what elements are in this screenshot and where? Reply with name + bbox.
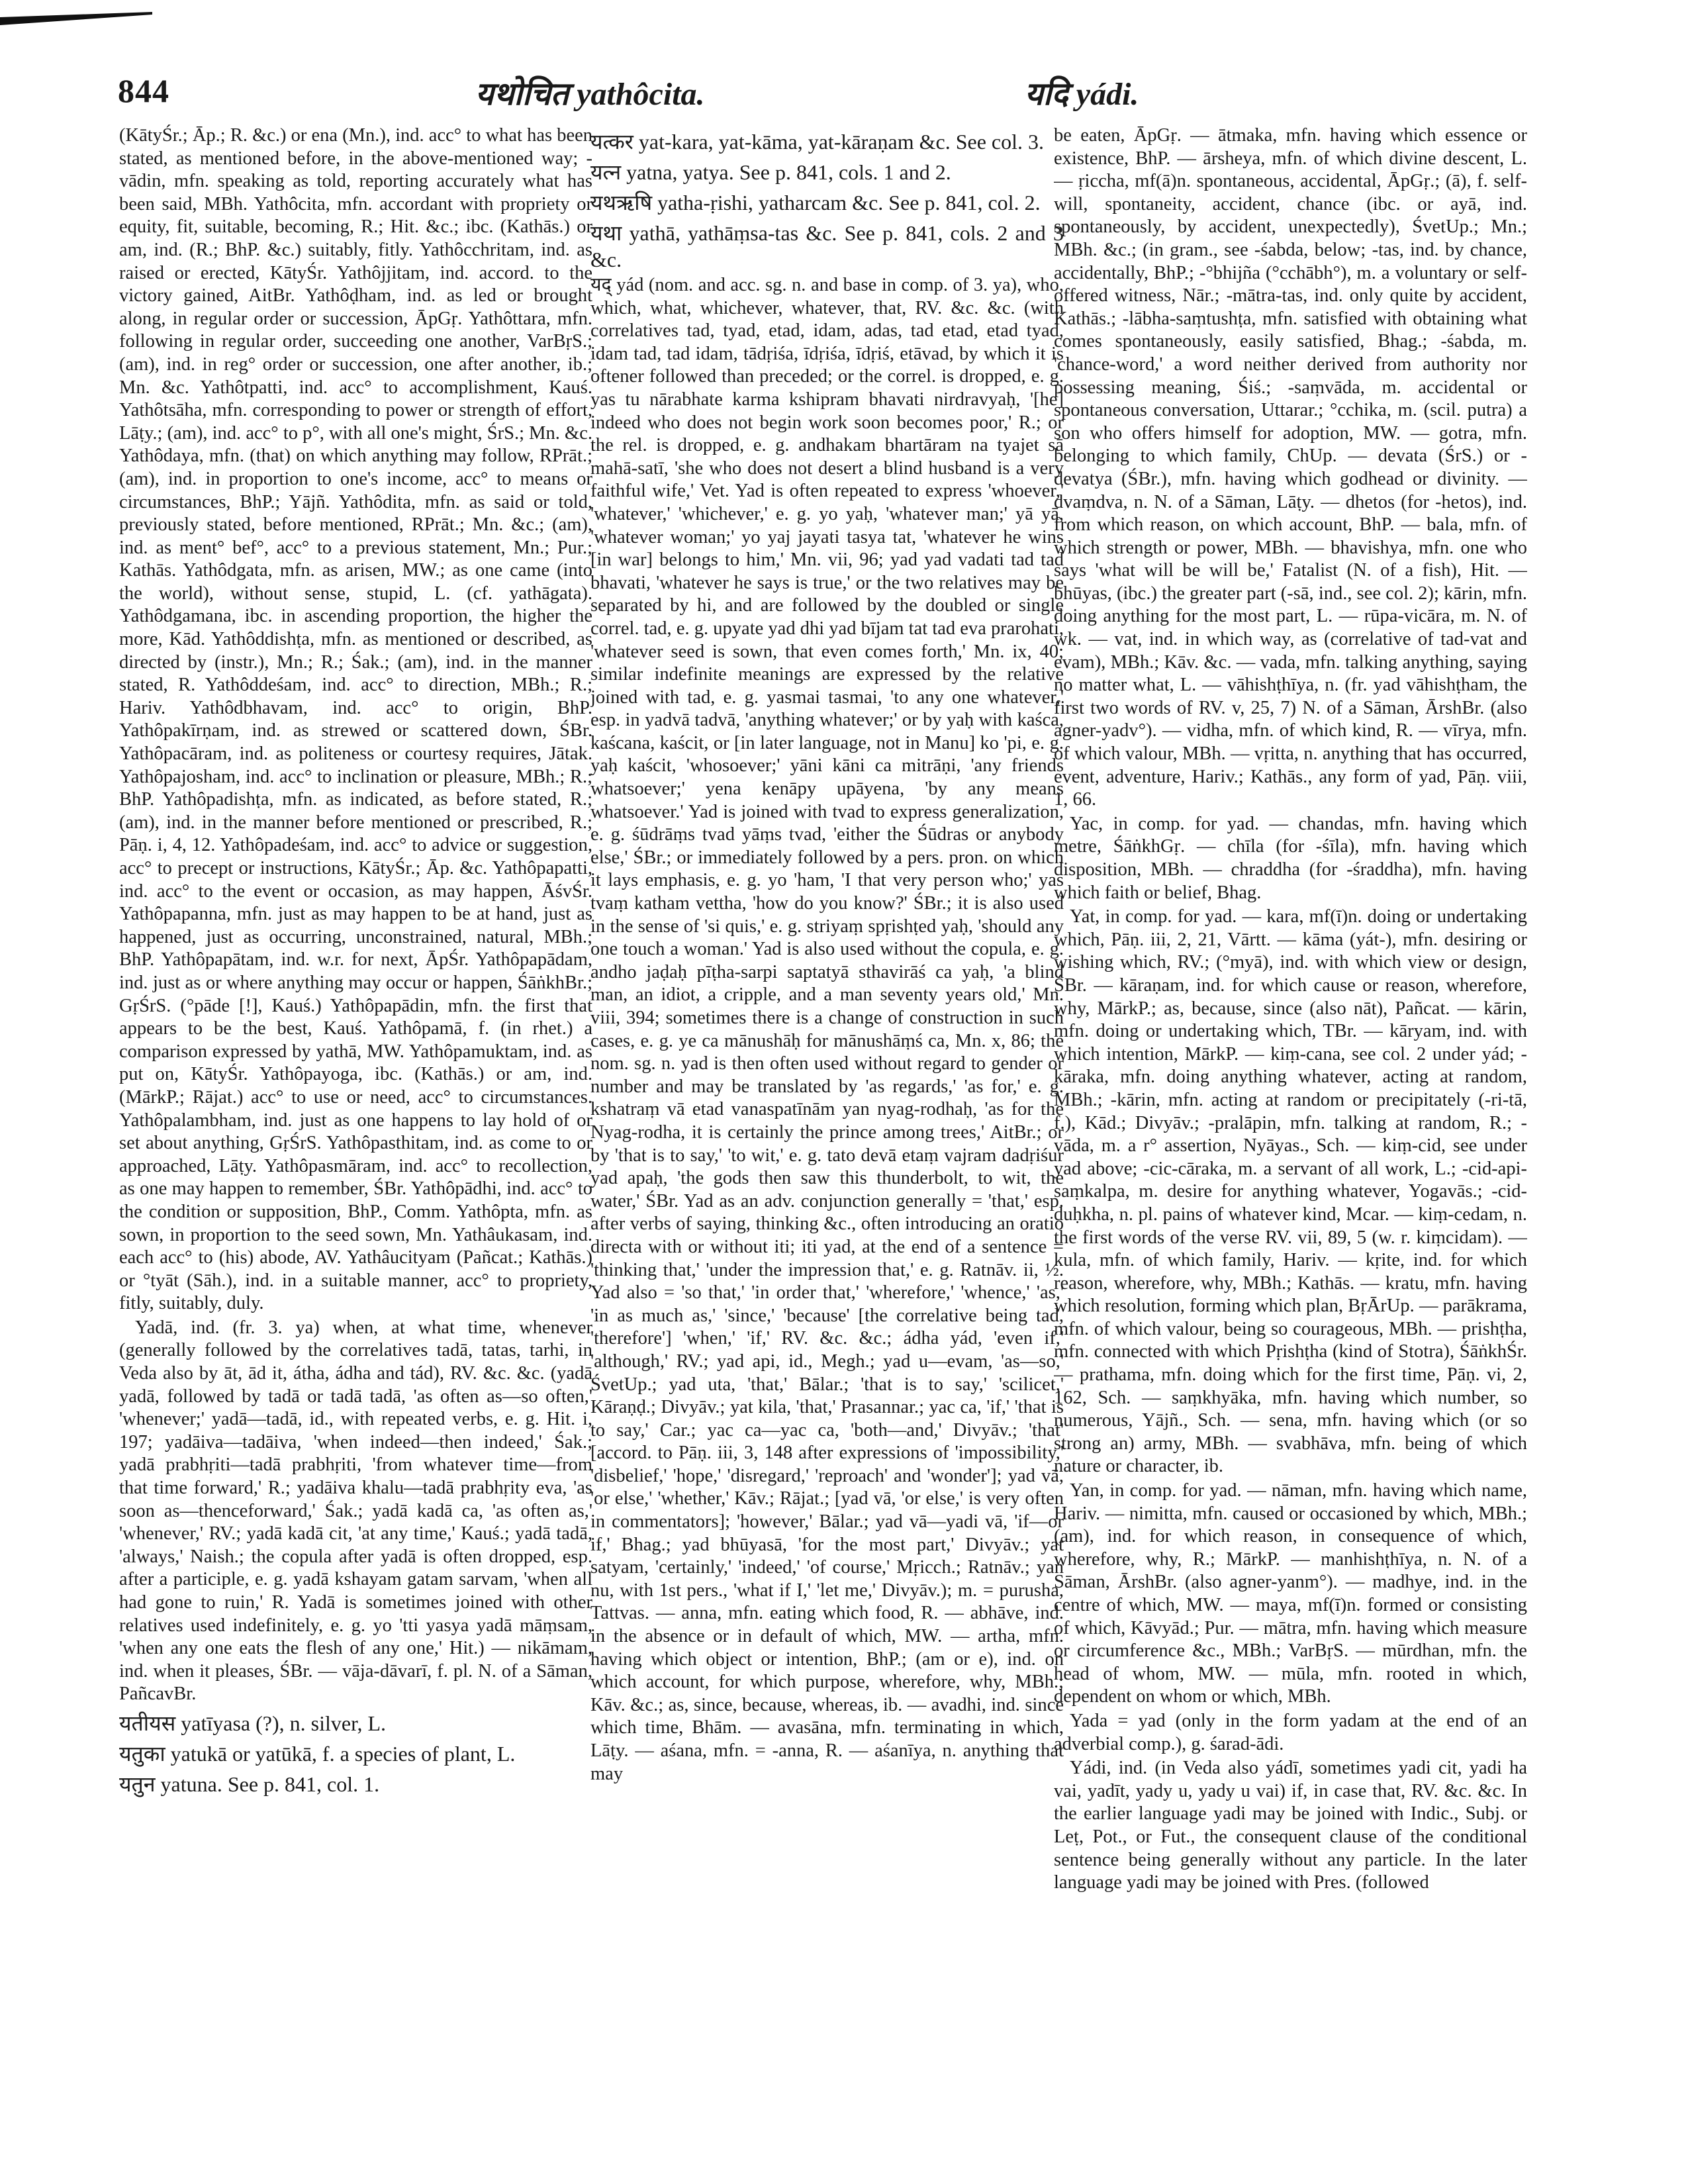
page-header [118, 71, 1594, 118]
dictionary-column-3 [1054, 124, 1527, 2163]
entry-paragraph: यथा yathā, yathāṃsa-tas &c. See p. 841, cols. 2 and 3 &c. [590, 221, 1064, 271]
entry-paragraph: (KātyŚr.; Āp.; R. &c.) or ena (Mn.), ind. acc° to what has been stated, as mentioned before, in the above-mentioned way; -vādin, mfn. speaking as told, reporting accurately what has been said, MBh. Yathôcita, mfn. accordant with propriety or equity, fit, suitable, becoming, R.; Hit. &c.; ibc. (Kathās.) or am, ind. (R.; BhP. &c.) suitably, fitly. Yathôcchritam, ind. as raised or erected, KātyŚr. Yathôjjitam, ind. accord. to the victory gained, AitBr. Yathôḍham, ind. as led or brought along, in regular order or succession, ĀpGṛ. Yathôttara, mfn. following in regular order, succeeding one another, VarBṛS.; (am), ind. in reg° order or succession, one after another, ib.; Mn. &c. Yathôtpatti, ind. acc° to accomplishment, Kauś. Yathôtsāha, mfn. corresponding to power or strength of effort, Lāṭy.; (am), ind. acc° to p°, with all one's might, ŚrS.; Mn. &c. Yathôdaya, mfn. (that) on which anything may follow, RPrāt.; (am), ind. in proportion to one's income, acc° to means or circumstances, BhP.; Yājñ. Yathôdita, mfn. as said or told, previously stated, before mentioned, RPrāt.; Mn. &c.; (am), ind. as ment° bef°, acc° to a previous statement, Mn.; Pur.; Kathās. Yathôdgata, mfn. as arisen, MW.; as one came (into the world), without sense, stupid, L. (cf. yathāgata). Yathôdgamana, ibc. in ascending proportion, the higher the more, Kād. Yathôddishṭa, mfn. as mentioned or described, as directed by (instr.), Mn.; R.; Śak.; (am), ind. in the manner stated, R. Yathôddeśam, ind. acc° to direction, MBh.; R.; Hariv. Yathôdbhavam, ind. acc° to origin, BhP. Yathôpakīrṇam, ind. as strewed or scattered down, ŚBr. Yathôpacāram, ind. as politeness or courtesy requires, Jātak. Yathôpajosham, ind. acc° to inclination or pleasure, MBh.; R.; BhP. Yathôpadishṭa, mfn. as indicated, as before stated, R.; (am), ind. in the manner before mentioned or prescribed, R.; Pāṇ. i, 4, 12. Yathôpadeśam, ind. acc° to advice or suggestion, acc° to precept or instructions, KātyŚr.; Āp. &c. Yathôpapatti, ind. acc° to the event or occasion, as may happen, ĀśvŚr. Yathôpapanna, mfn. just as may happen to be at hand, just as happened, just as occurring, unconstrained, natural, MBh.; BhP. Yathôpapātam, ind. w.r. for next, ĀpŚr. Yathôpapādam, ind. just as or where anything may occur or happen, ŚāṅkhBr.; GṛŚrS. (°pāde [!], Kauś.) Yathôpapādin, mfn. the first that appears to be the best, Kauś. Yathôpamā, f. (in rhet.) a comparison expressed by yathā, MW. Yathôpamuktam, ind. as put on, KātyŚr. Yathôpayoga, ibc. (Kathās.) or am, ind. (MārkP.; Rājat.) acc° to use or need, acc° to circumstances. Yathôpalambham, ind. just as one happens to lay hold of or set about anything, GṛŚrS. Yathôpasthitam, ind. as come to or approached, Lāṭy. Yathôpasmāram, ind. acc° to recollection, as one may happen to remember, ŚBr. Yathôpādhi, ind. acc° to the condition or supposition, BhP., Comm. Yathôpta, mfn. as sown, in proportion to the seed sown, Mn. Yathâukasam, ind. each acc° to (his) abode, AV. Yathâucityam (Pañcat.; Kathās.) or °tyāt (Sāh.), ind. in a suitable manner, acc° to propriety, fitly, suitably, duly. [119, 125, 592, 1314]
scan-mark-line [0, 12, 152, 29]
entry-paragraph: Yat, in comp. for yad. — kara, mf(ī)n. doing or undertaking which, Pāṇ. iii, 2, 21, Vārtt. — kāma (yát-), mfn. desiring or wishing which, RV.; (°myā), ind. with which view or design, ŚBr. — kāraṇam, ind. for which cause or reason, wherefore, why, MārkP.; as, because, since (also nāt), Pañcat. — kārin, mfn. doing or undertaking which, TBr. — kāryam, ind. with which intention, MārkP. — kiṃ-cana, see col. 2 under yád; -kāraka, mfn. doing anything whatever, acting at random, MBh.; -kārin, mfn. acting at random or precipitately (-ri-tā, f.), Kād.; Divyāv.; -pralāpin, mfn. talking at random, R.; -vāda, m. a r° assertion, Nyāyas., Sch. — kiṃ-cid, see under yad above; -cic-cāraka, m. a servant of all work, L.; -cid-api-saṃkalpa, m. desire for anything whatever, Yogavās.; -cid-duḥkha, n. pl. pains of whatever kind, Mcar. — kiṃ-cedam, n. the first words of the verse RV. vii, 89, 5 (w. r. kiṃcidam). — kula, mfn. of which family, Hariv. — kṛite, ind. for which reason, wherefore, why, MBh.; Kathās. — kratu, mfn. having which resolution, forming which plan, BṛĀrUp. — parākrama, mfn. of which valour, being so courageous, MBh. — prishṭha, mfn. connected with which Pṛishṭha (kind of Stotra), ŚāṅkhŚr. — prathama, mfn. doing which for the first time, Pāṇ. vi, 2, 162, Sch. — saṃkhyāka, mfn. having which number, so numerous, Yājñ., Sch. — sena, mfn. having which (or so strong an) army, MBh. — svabhāva, mfn. being of which nature or character, ib. [1054, 906, 1527, 1477]
entry-paragraph: यतुका yatukā or yatūkā, f. a species of plant, L. [119, 1741, 516, 1766]
entry-paragraph: Yac, in comp. for yad. — chandas, mfn. having which metre, ŚāṅkhGṛ. — chīla (for -śīla), mfn. having which disposition, MBh. — chraddha (for -śraddha), mfn. having which faith or belief, Bhag. [1054, 813, 1527, 903]
page-number: 844 [118, 72, 169, 109]
entry-paragraph: यद् yád (nom. and acc. sg. n. and base in comp. of 3. ya), who, which, what, whichever, whatever, that, RV. &c. &c. (with correlatives tad, tyad, etad, idam, adas, tad etad, etad tyad, idam tad, tad idam, tādṛiśa, īdṛiśa, īdṛiś, etāvad, by which it is oftener followed than preceded; or the correl. is dropped, e. g. yas tu nārabhate karma kshipram bhavati nirdravyaḥ, '[he] indeed who does not begin work soon becomes poor,' R.; or the rel. is dropped, e. g. andhakam bhartāram na tyajet sā mahā-satī, 'she who does not desert a blind husband is a very faithful wife,' Vet. Yad is often repeated to express 'whoever,' 'whatever,' 'whichever,' e. g. yo yaḥ, 'whatever man;' yā yā, 'whatever woman;' yo yaj jayati tasya tat, 'whatever he wins [in war] belongs to him,' Mn. vii, 96; yad yad vadati tad tad bhavati, 'whatever he says is true,' or the two relatives may be separated by hi, and are followed by the doubled or single correl. tad, e. g. upyate yad dhi yad bījam tat tad eva prarohati, 'whatever seed is sown, that even comes forth,' Mn. ix, 40; similar indefinite meanings are expressed by the relative joined with tad, e. g. yasmai tasmai, 'to any one whatever,' esp. in yadvā tadvā, 'anything whatever;' or by yaḥ with kaśca, kaścana, kaścit, or [in later language, not in Manu] ko 'pi, e. g. yaḥ kaścit, 'whosoever;' yāni kāni ca mitrāṇi, 'any friends whatsoever;' yena kenāpy upāyena, 'by any means whatsoever.' Yad is joined with tvad to express generalization, e. g. śūdrāṃs tvad yāṃs tvad, 'either the Śūdras or anybody else,' ŚBr.; or immediately followed by a pers. pron. on which it lays emphasis, e. g. yo 'ham, 'I that very person who;' yas tvaṃ katham vettha, 'how do you know?' ŚBr.; it is also used in the sense of 'si quis,' e. g. striyaṃ spṛishṭed yaḥ, 'should any one touch a woman.' Yad is also used without the copula, e. g. andho jaḍaḥ pīṭha-sarpi saptatyā sthavirāś ca yaḥ, 'a blind man, an idiot, a cripple, and a man seventy years old,' Mn. viii, 394; sometimes there is a change of construction in such cases, e. g. ye ca mānushāḥ for mānushāṃś ca, Mn. x, 86; the nom. sg. n. yad is then often used without regard to gender or number and may be translated by 'as regards,' 'as for,' e. g. kshatraṃ vā etad vanaspatīnām yan nyag-rodhaḥ, 'as for the Nyag-rodha, it is certainly the prince among trees,' AitBr.; or by 'that is to say,' 'to wit,' e. g. tato devā etaṃ vajram dadṛiśur yad apaḥ, 'the gods then saw this thunderbolt, to wit, the water,' ŚBr. Yad as an adv. conjunction generally = 'that,' esp. after verbs of saying, thinking &c., often introducing an oratio directa with or without iti; iti yad, at the end of a sentence = 'thinking that,' 'under the impression that,' e. g. Ratnāv. ii, ½. Yad also = 'so that,' 'in order that,' 'wherefore,' 'whence,' 'as,' 'in as much as,' 'since,' 'because' [the correlative being tad, 'therefore'] 'when,' 'if,' RV. &c. &c.; ádha yád, 'even if,' 'although,' RV.; yad api, id., Megh.; yad u—evam, 'as—so,' ŚvetUp.; yad uta, 'that,' Bālar.; 'that is to say,' 'scilicet,' Kāraṇḍ.; Divyāv.; yat kila, 'that,' Prasannar.; yac ca, 'if,' 'that is to say,' Car.; yac ca—yac ca, 'both—and,' Divyāv.; 'that' [accord. to Pāṇ. iii, 3, 148 after expressions of 'impossibility,' 'disbelief,' 'hope,' 'disregard,' 'reproach' and 'wonder']; yad vā, 'or else,' 'whether,' Kāv.; Rājat.; [yad vā, 'or else,' is very often in commentators]; 'however,' Bālar.; yad vā—yadi vā, 'if—or if,' Bhag.; yad bhūyasā, 'for the most part,' Divyāv.; yat satyam, 'certainly,' 'indeed,' 'of course,' Mṛicch.; Ratnāv.; yan nu, with 1st pers., 'what if I,' 'let me,' Divyāv.); m. = purusha, Tattvas. — anna, mfn. eating which food, R. — abhāve, ind. in the absence or in default of which, MW. — artha, mfn. having which object or intention, BhP.; (am or e), ind. on which account, for which purpose, wherefore, why, MBh.; Kāv. &c.; as, since, because, whereas, ib. — avadhi, ind. since which time, Bhām. — avasāna, mfn. terminating in which, Lāṭy. — aśana, mfn. = -anna, R. — aśanīya, n. anything that may [590, 275, 1064, 1784]
entry-paragraph: यतीयस yatīyasa (?), n. silver, L. [119, 1711, 386, 1735]
entry-paragraph: Yada = yad (only in the form yadam at the end of an adverbial comp.), g. śarad-ādi. [1054, 1710, 1527, 1754]
entry-paragraph: यत्कर yat-kara, yat-kāma, yat-kāraṇam &c. See col. 3. [590, 130, 1045, 154]
running-head-left: यथोचित yathôcita. [475, 77, 705, 112]
entry-paragraph: Yan, in comp. for yad. — nāman, mfn. having which name, Hariv. — nimitta, mfn. caused or occasioned by which, MBh.; (am), ind. for which reason, in consequence of which, wherefore, why, R.; MārkP. — manhishṭhīya, n. N. of a Sāman, ĀrshBr. (also agner-yanm°). — madhye, ind. in the centre of which, MW. — maya, mf(ī)n. formed or consisting of which, Kāvyād.; Pur. — mātra, mfn. having which measure or circumference &c., MBh.; VarBṛS. — mūrdhan, mfn. the head of whom, MW. — mūla, mfn. rooted in which, dependent on whom or which, MBh. [1054, 1480, 1527, 1707]
entry-paragraph: यत्न yatna, yatya. See p. 841, cols. 1 and 2. [590, 160, 951, 184]
entry-paragraph: be eaten, ĀpGṛ. — ātmaka, mfn. having which essence or existence, BhP. — ārsheya, mfn. of which divine descent, L. — ṛiccha, mf(ā)n. spontaneous, accidental, ĀpGṛ.; (ā), f. self-will, spontaneity, accident, chance (ibc. or ayā, ind. spontaneously, by accident, unexpectedly), ŚvetUp.; Mn.; MBh. &c.; (in gram., see -śabda, below; -tas, ind. by chance, accidentally, BhP.; -°bhijña (°cchābh°), m. a voluntary or self-offered witness, Nār.; -mātra-tas, ind. only quite by accident, Kathās.; -lābha-saṃtushṭa, mfn. satisfied with obtaining what comes spontaneously, easily satisfied, Bhag.; -śabda, m. 'chance-word,' a word neither derived from authority nor possessing meaning, Śiś.; -saṃvāda, m. accidental or spontaneous conversation, Uttarar.; °cchika, m. (scil. putra) a son who offers himself for adoption, MW. — gotra, mfn. belonging to which family, ChUp. — devata (ŚrS.) or -devatya (ŚBr.), mfn. having which godhead or divinity. — dvaṃdva, n. N. of a Sāman, Lāṭy. — dhetos (for -hetos), ind. from which reason, on which account, BhP. — bala, mfn. of which strength or power, MBh. — bhavishya, mfn. one who says 'what will be will be,' Fatalist (N. of a fish), Hit. — bhūyas, (ibc.) the greater part (-sā, ind., see col. 2); kārin, mfn. doing anything for the most part, L. — rūpa-vicāra, m. N. of wk. — vat, ind. in which way, as (correlative of tad-vat and evam), MBh.; Kāv. &c. — vada, mfn. talking anything, saying no matter what, L. — vāhishṭhīya, n. (fr. yad vāhishṭham, the first two words of RV. v, 25, 7) N. of a Sāman, ĀrshBr. (also agner-yadv°). — vidha, mfn. of which kind, R. — vīrya, mfn. of which valour, MBh. — vṛitta, n. anything that has occurred, event, adventure, Hariv.; Kathās., any form of yad, Pāṇ. viii, 1, 66. [1054, 125, 1527, 810]
running-head-right: यदि yádi. [1025, 77, 1139, 112]
entry-paragraph: यतुन yatuna. See p. 841, col. 1. [119, 1772, 380, 1796]
entry-paragraph: Yadā, ind. (fr. 3. ya) when, at what time, whenever (generally followed by the correlatives tadā, tatas, tarhi, in Veda also by āt, ād it, átha, ádha and tád), RV. &c. &c. (yadā yadā, followed by tadā or tadā tadā, 'as often as—so often,' 'whenever;' yadā—tadā, id., with repeated verbs, e. g. Hit. i, 197; yadāiva—tadāiva, 'when indeed—then indeed,' Śak.; yadā prabhṛiti—tadā prabhṛiti, 'from whatever time—from that time forward,' R.; yadāiva khalu—tadā prabhṛity eva, 'as soon as—thenceforward,' Śak.; yadā kadā ca, 'as often as,' 'whenever,' RV.; yadā kadā cit, 'at any time,' Kauś.; yadā tadā, 'always,' Naish.; the copula after yadā is often dropped, esp. after a participle, e. g. yadā kshayam gatam sarvam, 'when all had gone to ruin,' R. Yadā is sometimes joined with other relatives used indefinitely, e. g. yo 'tti yasya yadā māṃsam, 'when any one eats the flesh of any one,' Hit.) — nikāmam, ind. when it pleases, ŚBr. — vāja-dāvarī, f. pl. N. of a Sāman, PañcavBr. [119, 1317, 592, 1705]
entry-paragraph: यथऋषि yatha-ṛishi, yatharcam &c. See p. 841, col. 2. [590, 191, 1041, 214]
entry-paragraph: Yádi, ind. (in Veda also yádī, sometimes yadi cit, yadi ha vai, yadīt, yady u, yady u vai) if, in case that, RV. &c. &c. In the earlier language yadi may be joined with Indic., Subj. or Leṭ, Pot., or Fut., the consequent clause of the conditional sentence being generally without any particle. In the later language yadi may be joined with Pres. (followed [1054, 1758, 1527, 1893]
dictionary-column-2 [590, 124, 1064, 2163]
dictionary-column-1 [119, 124, 592, 2163]
